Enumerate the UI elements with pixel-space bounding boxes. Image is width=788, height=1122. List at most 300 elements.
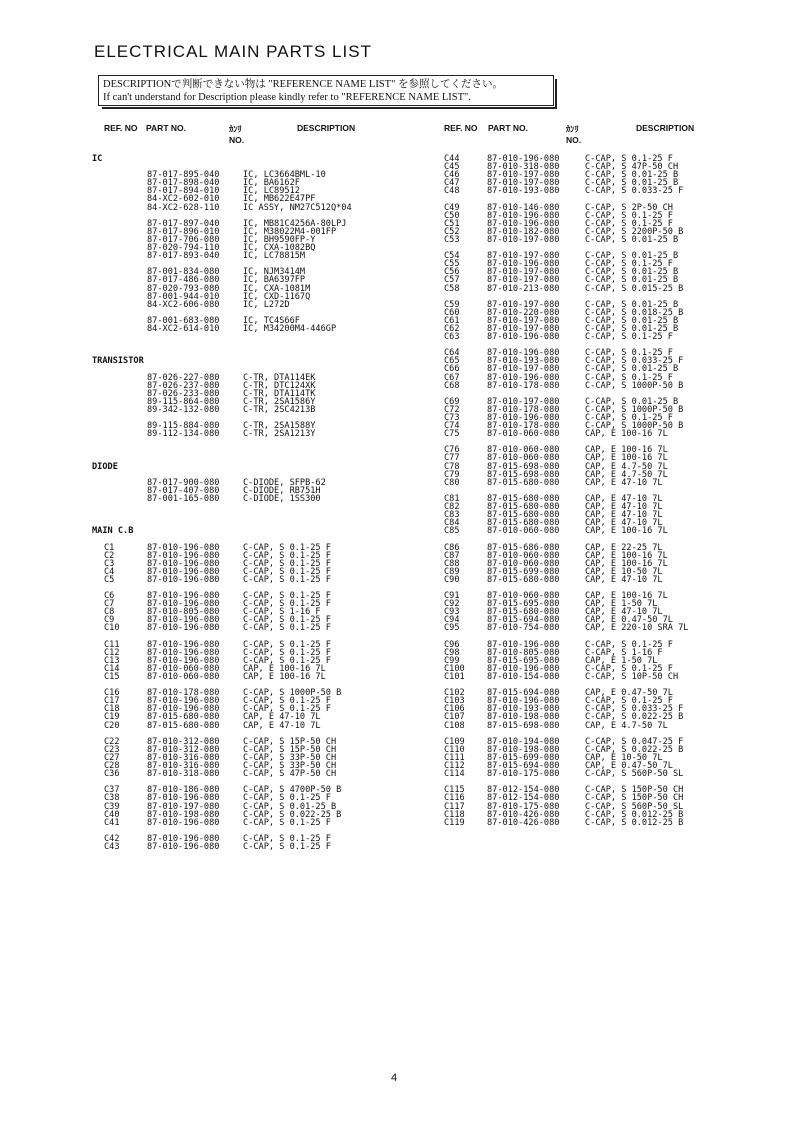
part-no: 87-010-060-080 xyxy=(487,558,560,569)
ref-no: C42 xyxy=(104,833,120,844)
description: C-CAP, S 15P-50 CH xyxy=(243,744,337,755)
part-no: 87-015-680-080 xyxy=(487,510,560,521)
ref-no: C72 xyxy=(444,404,460,415)
part-no: 87-010-426-080 xyxy=(487,809,560,820)
part-no: 87-017-897-040 xyxy=(147,218,220,229)
part-row xyxy=(92,770,432,778)
description: C-CAP, S 0.01-25 B xyxy=(585,170,679,181)
ref-no: C44 xyxy=(444,154,460,164)
header-kanri-kana: ｶﾝﾘ xyxy=(229,124,242,134)
description: C-CAP, S 0.1-25 F xyxy=(243,704,331,715)
section-heading xyxy=(92,463,432,471)
blank-row xyxy=(92,519,432,527)
part-row xyxy=(92,722,432,730)
part-no: 89-115-864-080 xyxy=(147,396,220,407)
description: IC, LC78815M xyxy=(243,251,306,262)
description: IC, BA6162F xyxy=(243,178,300,189)
part-no: 87-012-154-080 xyxy=(487,785,560,796)
header-description-right: DESCRIPTION xyxy=(636,123,695,133)
ref-no: C62 xyxy=(444,323,460,334)
header-kanri-right xyxy=(566,123,581,145)
description: C-CAP, S 47P-50 CH xyxy=(585,162,679,173)
part-no: 87-010-060-080 xyxy=(487,550,560,561)
part-no: 87-010-754-080 xyxy=(487,623,560,634)
ref-no: C47 xyxy=(444,178,460,189)
description: IC, CXD-1167Q xyxy=(243,291,311,302)
part-no: 87-010-197-080 xyxy=(487,178,560,189)
section-title: MAIN C.B xyxy=(92,526,134,537)
description: C-CAP, S 0.1-25 F xyxy=(243,696,331,707)
header-kanri-kana: ｶﾝﾘ xyxy=(566,124,579,134)
ref-no: C80 xyxy=(444,477,460,488)
part-no: 87-010-175-080 xyxy=(487,769,560,780)
part-row xyxy=(444,722,784,730)
description: C-CAP, S 0.01-25 B xyxy=(585,178,679,189)
header-ref-no-left: REF. NO xyxy=(104,123,138,133)
description: C-CAP, S 0.1-25 F xyxy=(243,615,331,626)
ref-no: C5 xyxy=(104,574,115,585)
ref-no: C58 xyxy=(444,283,460,294)
part-no: 87-010-213-080 xyxy=(487,283,560,294)
ref-no: C20 xyxy=(104,720,120,731)
ref-no: C48 xyxy=(444,186,460,197)
description: C-CAP, S 1000P-50 B xyxy=(243,688,342,699)
part-no: 87-010-196-080 xyxy=(147,647,220,658)
description: C-CAP, S 0.1-25 F xyxy=(585,372,673,383)
description: C-CAP, S 0.1-25 F xyxy=(585,154,673,164)
part-row xyxy=(92,430,432,438)
ref-no: C95 xyxy=(444,623,460,634)
ref-no: C90 xyxy=(444,574,460,585)
description: CAP, E 100-16 7L xyxy=(585,429,668,440)
part-no: 89-115-884-080 xyxy=(147,421,220,432)
ref-no: C54 xyxy=(444,251,460,262)
ref-no: C2 xyxy=(104,550,115,561)
ref-no: C57 xyxy=(444,275,460,286)
description: C-CAP, S 4700P-50 B xyxy=(243,785,342,796)
part-no: 87-015-680-080 xyxy=(487,477,560,488)
part-no: 87-010-198-080 xyxy=(487,712,560,723)
part-no: 87-010-196-080 xyxy=(147,704,220,715)
section-title: IC xyxy=(92,154,103,164)
description: CAP, E 100-16 7L xyxy=(585,445,668,456)
description: C-CAP, S 0.1-25 F xyxy=(243,817,331,828)
description: C-CAP, S 0.01-25 B xyxy=(243,801,337,812)
part-no: 87-015-680-080 xyxy=(147,720,220,731)
part-row xyxy=(444,333,784,341)
ref-no: C17 xyxy=(104,696,120,707)
part-no: 87-010-312-080 xyxy=(147,744,220,755)
part-no: 87-010-193-080 xyxy=(487,186,560,197)
description: C-CAP, S 0.033-25 F xyxy=(585,356,684,367)
description: CAP, E 0.47-50 7L xyxy=(585,615,673,626)
part-no: 87-026-227-080 xyxy=(147,372,220,383)
part-no: 87-015-680-080 xyxy=(147,712,220,723)
part-no: 87-017-896-010 xyxy=(147,226,220,237)
part-no: 87-001-165-080 xyxy=(147,493,220,504)
part-no: 87-010-196-080 xyxy=(147,591,220,602)
ref-no: C13 xyxy=(104,655,120,666)
part-row xyxy=(444,527,784,535)
part-no: 87-001-834-080 xyxy=(147,267,220,278)
ref-no: C84 xyxy=(444,518,460,529)
description: IC, LC89512 xyxy=(243,186,300,197)
description: C-CAP, S 0.1-25 F xyxy=(243,793,331,804)
ref-no: C46 xyxy=(444,170,460,181)
notice-line-japanese: DESCRIPTIONで判断できない物は "REFERENCE NAME LIST" を参照してください。 xyxy=(103,79,503,90)
description: IC, M38022M4-001FP xyxy=(243,226,337,237)
ref-no: C41 xyxy=(104,817,120,828)
description: C-CAP, S 0.1-25 F xyxy=(243,623,331,634)
part-no: 87-010-060-080 xyxy=(487,526,560,537)
description: C-CAP, S 0.01-25 B xyxy=(585,275,679,286)
description: C-TR, DTA114EK xyxy=(243,372,316,383)
part-no: 87-015-694-080 xyxy=(487,688,560,699)
part-row xyxy=(444,624,784,632)
part-no: 87-010-196-080 xyxy=(487,696,560,707)
ref-no: C119 xyxy=(444,817,465,828)
description: C-CAP, S 2200P-50 B xyxy=(585,226,684,237)
part-no: 87-010-196-080 xyxy=(487,218,560,229)
ref-no: C55 xyxy=(444,259,460,270)
part-row xyxy=(92,624,432,632)
part-row xyxy=(444,576,784,584)
part-no: 87-015-698-080 xyxy=(487,720,560,731)
part-no: 87-010-196-080 xyxy=(487,639,560,650)
description: C-CAP, S 0.1-25 F xyxy=(585,332,673,343)
part-no: 87-010-196-080 xyxy=(147,841,220,852)
ref-no: C75 xyxy=(444,429,460,440)
description: C-TR, DTA114TK xyxy=(243,388,316,399)
ref-no: C65 xyxy=(444,356,460,367)
ref-no: C98 xyxy=(444,647,460,658)
ref-no: C94 xyxy=(444,615,460,626)
part-no: 87-010-196-080 xyxy=(487,154,560,164)
ref-no: C83 xyxy=(444,510,460,521)
part-row xyxy=(92,673,432,681)
part-row xyxy=(444,479,784,487)
ref-no: C6 xyxy=(104,591,115,602)
part-no: 87-010-196-080 xyxy=(147,574,220,585)
ref-no: C117 xyxy=(444,801,465,812)
part-no: 87-010-060-080 xyxy=(487,453,560,464)
description: CAP, E 4.7-50 7L xyxy=(585,469,668,480)
ref-no: C15 xyxy=(104,672,120,682)
part-no: 87-015-680-080 xyxy=(487,607,560,618)
part-no: 87-017-894-010 xyxy=(147,186,220,197)
part-no: 87-010-196-080 xyxy=(147,566,220,577)
description: C-CAP, S 560P-50 SL xyxy=(585,801,684,812)
page-title: ELECTRICAL MAIN PARTS LIST xyxy=(94,42,372,61)
part-no: 87-017-486-080 xyxy=(147,275,220,286)
description: C-CAP, S 1000P-50 B xyxy=(585,404,684,415)
part-no: 87-010-197-080 xyxy=(487,234,560,245)
part-no: 87-010-197-080 xyxy=(487,267,560,278)
part-row xyxy=(444,430,784,438)
description: C-CAP, S 0.1-25 F xyxy=(585,639,673,650)
part-no: 87-020-794-110 xyxy=(147,243,220,254)
ref-no: C115 xyxy=(444,785,465,796)
description: CAP, E 47-10 7L xyxy=(585,607,663,618)
ref-no: C49 xyxy=(444,202,460,213)
description: CAP, E 47-10 7L xyxy=(585,502,663,513)
description: C-CAP, S 150P-50 CH xyxy=(585,785,684,796)
description: C-CAP, S 0.01-25 B xyxy=(585,315,679,326)
ref-no: C86 xyxy=(444,542,460,553)
ref-no: C37 xyxy=(104,785,120,796)
description: CAP, E 0.47-50 7L xyxy=(585,761,673,772)
ref-no: C108 xyxy=(444,720,465,731)
description: CAP, E 47-10 7L xyxy=(585,477,663,488)
description: C-CAP, S 0.01-25 B xyxy=(585,364,679,375)
part-no: 87-010-060-080 xyxy=(487,429,560,440)
ref-no: C103 xyxy=(444,696,465,707)
part-no: 87-010-178-080 xyxy=(147,688,220,699)
ref-no: C111 xyxy=(444,752,465,763)
blank-row xyxy=(92,511,432,519)
part-row xyxy=(444,187,784,195)
part-no: 87-010-196-080 xyxy=(147,793,220,804)
part-no: 87-010-196-080 xyxy=(487,348,560,359)
description: C-CAP, S 0.022-25 B xyxy=(585,712,684,723)
reference-notice xyxy=(98,75,554,106)
part-no: 87-010-196-080 xyxy=(147,623,220,634)
ref-no: C38 xyxy=(104,793,120,804)
header-kanri-left xyxy=(229,123,244,145)
part-no: 87-010-196-080 xyxy=(147,550,220,561)
part-row xyxy=(92,406,432,414)
ref-no: C56 xyxy=(444,267,460,278)
part-no: 87-010-146-080 xyxy=(487,202,560,213)
part-no: 87-010-196-080 xyxy=(147,817,220,828)
ref-no: C67 xyxy=(444,372,460,383)
description: IC, MB622E47PF xyxy=(243,194,316,205)
part-row xyxy=(444,770,784,778)
description: C-CAP, S 0.1-25 F xyxy=(243,550,331,561)
blank-row xyxy=(92,454,432,462)
ref-no: C16 xyxy=(104,688,120,699)
description: C-CAP, S 33P-50 CH xyxy=(243,761,337,772)
description: CAP, E 100-16 7L xyxy=(585,558,668,569)
description: CAP, E 47-10 7L xyxy=(585,518,663,529)
ref-no: C77 xyxy=(444,453,460,464)
part-no: 87-010-178-080 xyxy=(487,380,560,391)
description: CAP, E 100-16 7L xyxy=(243,663,326,674)
part-no: 87-010-193-080 xyxy=(487,704,560,715)
ref-no: C51 xyxy=(444,218,460,229)
part-no: 87-015-680-080 xyxy=(487,493,560,504)
ref-no: C99 xyxy=(444,655,460,666)
parts-list-left-column xyxy=(92,155,432,851)
part-no: 87-010-060-080 xyxy=(147,672,220,682)
description: C-CAP, S 0.1-25 F xyxy=(243,566,331,577)
ref-no: C9 xyxy=(104,615,115,626)
part-no: 87-010-197-080 xyxy=(487,275,560,286)
description: C-CAP, S 0.022-25 B xyxy=(585,744,684,755)
part-no: 87-015-680-080 xyxy=(487,518,560,529)
description: C-DIODE, RB751H xyxy=(243,485,321,496)
ref-no: C27 xyxy=(104,752,120,763)
ref-no: C100 xyxy=(444,663,465,674)
ref-no: C4 xyxy=(104,566,115,577)
part-no: 87-010-312-080 xyxy=(147,736,220,747)
part-no: 87-010-186-080 xyxy=(147,785,220,796)
ref-no: C118 xyxy=(444,809,465,820)
description: IC, TC4S66F xyxy=(243,315,300,326)
description: C-CAP, S 0.1-25 F xyxy=(585,413,673,423)
ref-no: C59 xyxy=(444,299,460,310)
description: C-CAP, S 1000P-50 B xyxy=(585,421,684,432)
ref-no: C3 xyxy=(104,558,115,569)
part-no: 87-010-426-080 xyxy=(487,817,560,828)
description: IC, CXA-1082BQ xyxy=(243,243,316,254)
ref-no: C28 xyxy=(104,761,120,772)
description: C-CAP, S 0.1-25 F xyxy=(585,218,673,229)
description: IC, MB81C4256A-80LPJ xyxy=(243,218,347,229)
description: C-CAP, S 0.1-25 F xyxy=(243,647,331,658)
description: IC ASSY, NM27C512Q*04 xyxy=(243,202,352,213)
part-no: 87-010-197-080 xyxy=(487,170,560,181)
part-no: 87-010-060-080 xyxy=(487,591,560,602)
section-heading xyxy=(92,155,432,163)
description: C-CAP, S 0.1-25 F xyxy=(243,574,331,585)
ref-no: C50 xyxy=(444,210,460,221)
part-row xyxy=(444,673,784,681)
ref-no: C45 xyxy=(444,162,460,173)
ref-no: C89 xyxy=(444,566,460,577)
part-no: 89-342-132-080 xyxy=(147,404,220,415)
part-row xyxy=(444,285,784,293)
description: C-CAP, S 0.1-25 F xyxy=(585,663,673,674)
ref-no: C85 xyxy=(444,526,460,537)
description: C-DIODE, SFPB-62 xyxy=(243,477,326,488)
ref-no: C69 xyxy=(444,396,460,407)
part-no: 84-XC2-606-080 xyxy=(147,299,220,310)
ref-no: C1 xyxy=(104,542,115,553)
description: C-CAP, S 15P-50 CH xyxy=(243,736,337,747)
part-row xyxy=(92,252,432,260)
part-no: 87-010-316-080 xyxy=(147,752,220,763)
part-no: 87-010-197-080 xyxy=(487,364,560,375)
part-no: 87-010-196-080 xyxy=(487,259,560,270)
blank-row xyxy=(92,503,432,511)
ref-no: C61 xyxy=(444,315,460,326)
part-no: 87-010-196-080 xyxy=(147,542,220,553)
description: C-CAP, S 0.1-25 F xyxy=(585,696,673,707)
ref-no: C39 xyxy=(104,801,120,812)
ref-no: C102 xyxy=(444,688,465,699)
description: CAP, E 100-16 7L xyxy=(585,453,668,464)
description: C-CAP, S 0.1-25 F xyxy=(243,841,331,852)
part-no: 87-010-196-080 xyxy=(487,210,560,221)
part-no: 87-015-699-080 xyxy=(487,566,560,577)
description: CAP, E 47-10 7L xyxy=(243,712,321,723)
part-row xyxy=(444,382,784,390)
description: CAP, E 10-50 7L xyxy=(585,752,663,763)
part-no: 87-010-196-080 xyxy=(487,332,560,343)
description: C-DIODE, 1SS300 xyxy=(243,493,321,504)
part-no: 87-012-154-080 xyxy=(487,793,560,804)
description: C-CAP, S 33P-50 CH xyxy=(243,752,337,763)
ref-no: C66 xyxy=(444,364,460,375)
part-no: 87-017-898-040 xyxy=(147,178,220,189)
part-no: 87-010-318-080 xyxy=(487,162,560,173)
description: C-CAP, S 10P-50 CH xyxy=(585,672,679,682)
description: C-CAP, S 1-16 F xyxy=(243,607,321,618)
section-title: DIODE xyxy=(92,461,118,472)
description: C-TR, DTC124XK xyxy=(243,380,316,391)
description: C-CAP, S 2P-50 CH xyxy=(585,202,673,213)
ref-no: C110 xyxy=(444,744,465,755)
ref-no: C114 xyxy=(444,769,465,780)
part-no: 87-010-178-080 xyxy=(487,421,560,432)
ref-no: C116 xyxy=(444,793,465,804)
ref-no: C92 xyxy=(444,599,460,610)
description: C-CAP, S 0.01-25 B xyxy=(585,267,679,278)
description: C-CAP, S 0.022-25 B xyxy=(243,809,342,820)
description: CAP, E 47-10 7L xyxy=(585,493,663,504)
header-ref-no-right: REF. NO xyxy=(444,123,478,133)
part-no: 87-010-154-080 xyxy=(487,672,560,682)
part-no: 84-XC2-628-110 xyxy=(147,202,220,213)
description: C-CAP, S 0.01-25 B xyxy=(585,251,679,262)
description: C-CAP, S 0.1-25 F xyxy=(243,542,331,553)
ref-no: C63 xyxy=(444,332,460,343)
description: C-CAP, S 0.1-25 F xyxy=(585,259,673,270)
description: C-TR, 2SA1213Y xyxy=(243,429,316,440)
part-no: 87-017-706-080 xyxy=(147,234,220,245)
description: C-CAP, S 0.033-25 F xyxy=(585,704,684,715)
description: C-CAP, S 0.015-25 B xyxy=(585,283,684,294)
description: IC, NJM3414M xyxy=(243,267,306,278)
description: C-CAP, S 0.1-25 F xyxy=(585,210,673,221)
part-row xyxy=(92,576,432,584)
description: IC, LC3664BML-10 xyxy=(243,170,326,181)
description: C-CAP, S 0.01-25 B xyxy=(585,234,679,245)
part-no: 87-015-695-080 xyxy=(487,655,560,666)
part-no: 87-015-686-080 xyxy=(487,542,560,553)
part-no: 87-015-699-080 xyxy=(487,752,560,763)
part-no: 87-010-196-080 xyxy=(147,696,220,707)
part-row xyxy=(92,325,432,333)
ref-no: C68 xyxy=(444,380,460,391)
section-heading xyxy=(92,527,432,535)
ref-no: C82 xyxy=(444,502,460,513)
ref-no: C93 xyxy=(444,607,460,618)
description: C-CAP, S 0.1-25 F xyxy=(243,599,331,610)
description: IC, BH9590FP-Y xyxy=(243,234,316,245)
ref-no: C87 xyxy=(444,550,460,561)
ref-no: C101 xyxy=(444,672,465,682)
part-no: 87-010-196-080 xyxy=(147,655,220,666)
part-no: 87-010-196-080 xyxy=(487,663,560,674)
part-no: 87-010-196-080 xyxy=(147,558,220,569)
part-no: 87-017-900-080 xyxy=(147,477,220,488)
part-row xyxy=(92,301,432,309)
description: C-CAP, S 560P-50 SL xyxy=(585,769,684,780)
part-no: 87-017-895-040 xyxy=(147,170,220,181)
page-number: 4 xyxy=(390,1072,398,1084)
description: CAP, E 100-16 7L xyxy=(243,672,326,682)
description: CAP, E 1-50 7L xyxy=(585,599,658,610)
ref-no: C81 xyxy=(444,493,460,504)
description: CAP, E 100-16 7L xyxy=(585,550,668,561)
description: C-TR, 2SC4213B xyxy=(243,404,316,415)
part-row xyxy=(444,236,784,244)
part-no: 87-015-694-080 xyxy=(487,761,560,772)
part-no: 87-010-196-080 xyxy=(147,639,220,650)
part-no: 87-010-194-080 xyxy=(487,736,560,747)
